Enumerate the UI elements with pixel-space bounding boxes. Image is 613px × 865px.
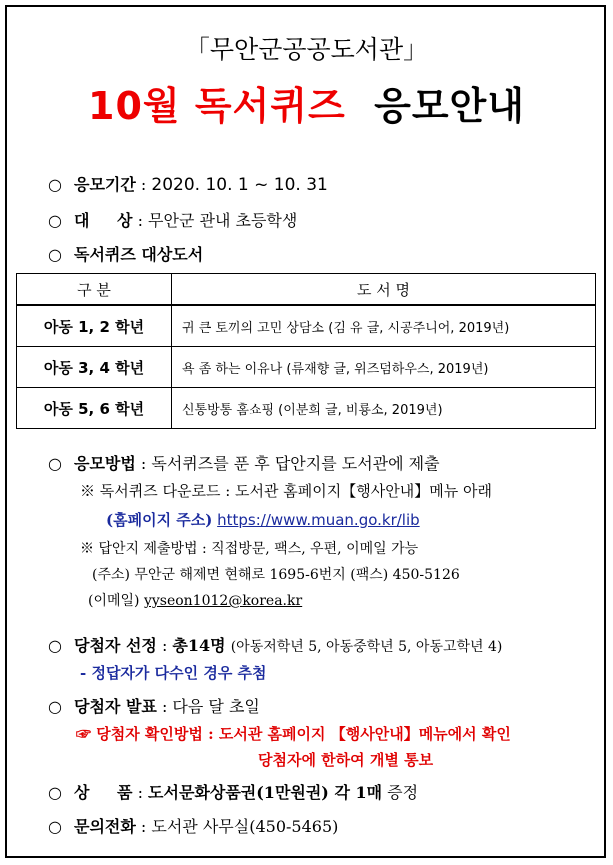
grade-cell: 아동 5, 6 학년 xyxy=(17,388,172,429)
bullet-icon: ○ xyxy=(48,454,62,473)
homepage-label: (홈페이지 주소) xyxy=(106,511,213,529)
method-line: ○ 응모방법 : 독서퀴즈를 푼 후 답안지를 도서관에 제출 xyxy=(48,454,440,473)
grade-cell: 아동 1, 2 학년 xyxy=(17,305,172,347)
target-value: 무안군 관내 초등학생 xyxy=(148,211,298,230)
announce-label: 당첨자 발표 xyxy=(74,697,157,716)
contact-line: ○ 문의전화 : 도서관 사무실(450-5465) xyxy=(48,817,339,836)
announce-value: 다음 달 초일 xyxy=(172,697,260,716)
grade-cell: 아동 3, 4 학년 xyxy=(17,347,172,388)
email-link[interactable]: yyseon1012@korea.kr xyxy=(143,593,303,609)
contact-value: 도서관 사무실(450-5465) xyxy=(151,817,339,836)
winners-count: 총14명 xyxy=(172,636,226,655)
bullet-icon: ○ xyxy=(48,817,62,836)
bullet-icon: ○ xyxy=(48,211,62,230)
address-line: (주소) 무안군 해제면 현해로 1695-6번지 (팩스) 450-5126 xyxy=(92,567,460,583)
period-label: 응모기간 xyxy=(74,175,136,194)
homepage-line xyxy=(106,509,420,530)
target-label: 대 상 xyxy=(74,211,133,230)
title-black: 응모안내 xyxy=(374,84,525,128)
books-line xyxy=(48,242,203,265)
winners-line: ○ 당첨자 선정 : 총14명 (아동저학년 5, 아동중학년 5, 아동고학년 4) xyxy=(48,636,503,655)
announce-line: ○ 당첨자 발표 : 다음 달 초일 xyxy=(48,697,260,716)
book-title-cell: 귀 큰 토끼의 고민 상담소 (김 유 글, 시공주니어, 2019년) xyxy=(172,305,596,347)
prize-label: 상 품 xyxy=(74,783,133,802)
submit-line: ※ 답안지 제출방법 : 직접방문, 팩스, 우편, 이메일 가능 xyxy=(80,541,419,557)
bullet-icon: ○ xyxy=(48,636,62,655)
prize-suffix: 증정 xyxy=(387,783,419,802)
table-row xyxy=(17,305,596,347)
period-value: 2020. 10. 1 ~ 10. 31 xyxy=(151,175,328,195)
email-label: (이메일) xyxy=(88,593,140,609)
announce-check-line: ☞ 당첨자 확인방법 : 도서관 홈페이지 【행사안내】메뉴에서 확인 xyxy=(76,725,511,743)
table-header-row xyxy=(17,274,596,306)
email-line xyxy=(88,590,302,610)
prize-line: ○ 상 품 : 도서문화상품권(1만원권) 각 1매 증정 xyxy=(48,783,419,802)
bullet-icon: ○ xyxy=(48,697,62,716)
title-red: 10월 독서퀴즈 xyxy=(88,84,346,128)
winners-note: - 정답자가 다수인 경우 추첨 xyxy=(80,664,267,682)
download-line: ※ 독서퀴즈 다운로드 : 도서관 홈페이지【행사안내】메뉴 아래 xyxy=(80,482,492,500)
header-grade: 구 분 xyxy=(17,274,172,306)
period-line: ○ 응모기간 : 2020. 10. 1 ~ 10. 31 xyxy=(48,175,328,195)
method-label: 응모방법 xyxy=(74,454,136,473)
bullet-icon: ○ xyxy=(48,245,62,264)
library-name: 「무안군공공도서관」 xyxy=(184,35,429,64)
books-table xyxy=(16,273,596,429)
contact-label: 문의전화 xyxy=(74,817,136,836)
homepage-link[interactable]: https://www.muan.go.kr/lib xyxy=(217,511,420,529)
winners-label: 당첨자 선정 xyxy=(74,636,157,655)
book-title-cell: 신통방통 홈쇼핑 (이분희 글, 비룡소, 2019년) xyxy=(172,388,596,429)
bullet-icon: ○ xyxy=(48,783,62,802)
header-title: 도 서 명 xyxy=(172,274,596,306)
books-heading: 독서퀴즈 대상도서 xyxy=(74,245,204,264)
winners-detail: (아동저학년 5, 아동중학년 5, 아동고학년 4) xyxy=(230,639,503,655)
book-title-cell: 욕 좀 하는 이유나 (류재향 글, 위즈덤하우스, 2019년) xyxy=(172,347,596,388)
announce-notice-line: 당첨자에 한하여 개별 통보 xyxy=(258,751,434,769)
target-line: ○ 대 상 : 무안군 관내 초등학생 xyxy=(48,211,298,230)
prize-value: 도서문화상품권(1만원권) 각 1매 xyxy=(148,783,383,802)
method-value: 독서퀴즈를 푼 후 답안지를 도서관에 제출 xyxy=(151,454,440,473)
table-row xyxy=(17,347,596,388)
bullet-icon: ○ xyxy=(48,175,62,194)
table-row xyxy=(17,388,596,429)
page-title xyxy=(0,75,613,130)
